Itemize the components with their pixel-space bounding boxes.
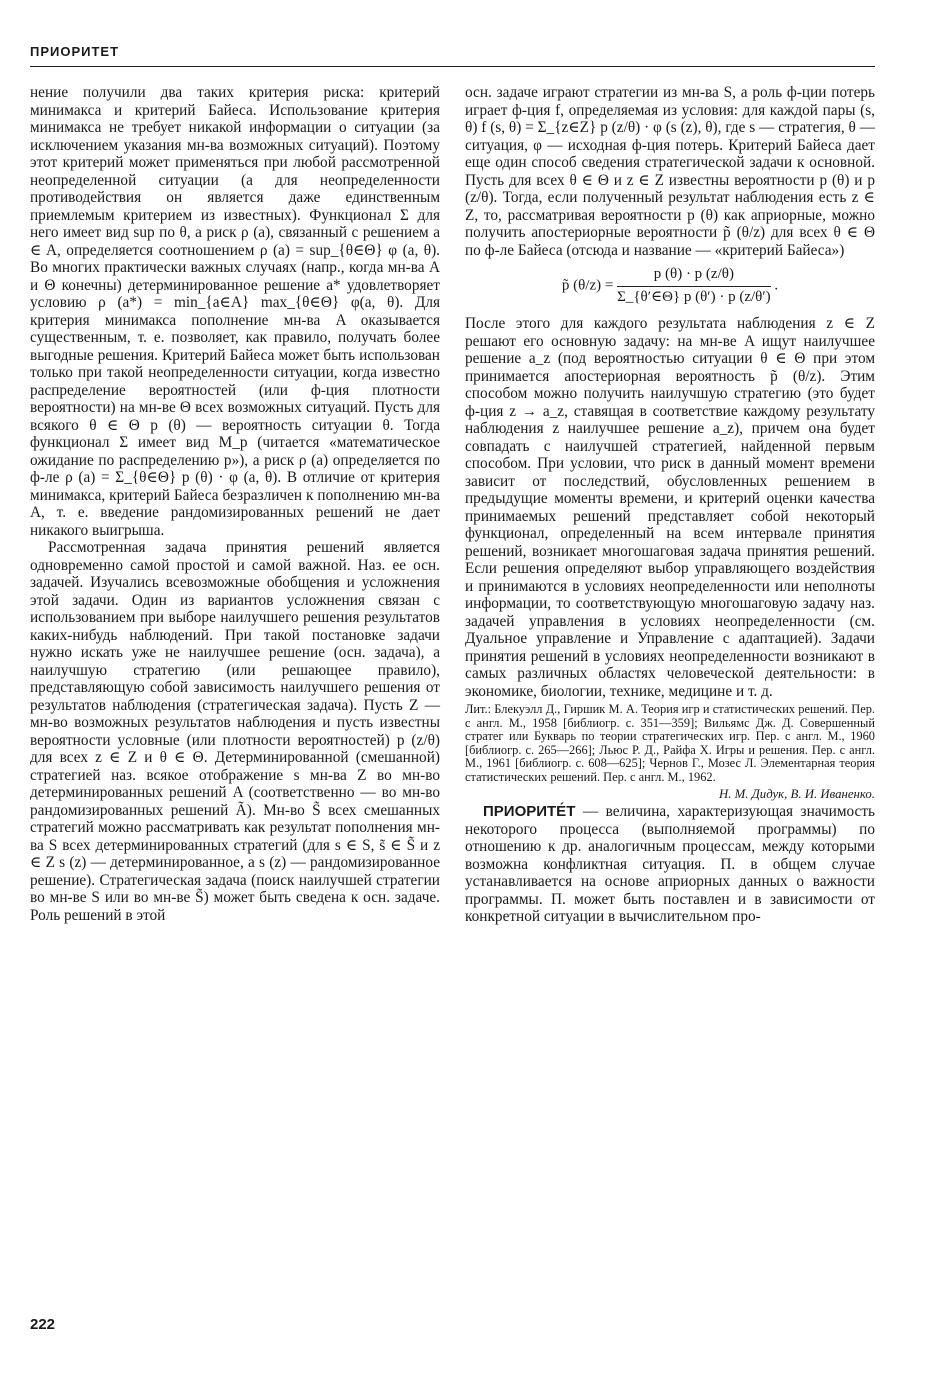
entry-term: ПРИОРИТЕ́Т (483, 803, 576, 821)
entry-text: — величина, характеризующая значимость некоторого процесса (выполняемой программы) по отношению к др. аналогичным процессам, между которыми возможна конфликтная ситуация. П. в общем случае устанавливается на основе априорных данных о важности программы. П. может быть поставлен и в зависимости от конкретной ситуации в вычислительном про- (465, 803, 875, 926)
formula-fraction (617, 266, 771, 306)
entry-paragraph (465, 803, 875, 926)
formula-denominator: Σ_{θ′∈Θ} p (θ′) · p (z/θ′) (617, 288, 771, 305)
page-number: 222 (30, 1316, 56, 1333)
formula-end: . (774, 277, 779, 294)
bayes-formula (465, 266, 875, 306)
page-header (30, 44, 875, 59)
right-column (465, 84, 875, 926)
formula-numerator: p (θ) · p (z/θ) (617, 266, 771, 287)
right-paragraph-2: После этого для каждого результата наблюдения z ∈ Z решают его основную задачу: на мн-ве A ищут наилучшее решение a_z (под вероятностью ситуации θ ∈ Θ при этом принимается апостериорная вероятность p̃ (θ/z). Этим способом можно получить наилучшую стратегию (это будет ф-ция z → a_z, ставящая в соответствие каждому результату наблюдения z наилучшее решение a_z), причем она будет совпадать с наилучшей стратегией, найденной первым способом. При условии, что риск в данный момент времени зависит от последствий, обусловленных решением в предыдущие моменты времени, и критерий оценки качества принимаемых решений представляет собой некоторый функционал, определенный на всем интервале принятия решений, возникает многошаговая задача принятия решений. Если решения определяют выбор управляющего воздействия и принимаются в условиях неопределенности или неполноты информации, то соответствующую многошаговую задачу наз. задачей управления в условиях неопределенности (см. Дуальное управление и Управление с адаптацией). Задачи принятия решений в условиях неопределенности возникают в самых различных областях человеческой деятельности: в экономике, биологии, технике, медицине и т. д. (465, 315, 875, 700)
formula-lhs: p̃ (θ/z) = (561, 277, 614, 294)
running-head: ПРИОРИТЕТ (30, 44, 120, 59)
left-column (30, 84, 440, 924)
right-paragraph-1: осн. задаче играют стратегии из мн-ва S, а роль ф-ции потерь играет ф-ция f, определяемая из условия: для каждой пары (s, θ) f (s, θ) = Σ_{z∈Z} p (z/θ) · φ (s (z), θ), где s — стратегия, θ — ситуация, φ — исходная ф-ция потерь. Критерий Байеса дает еще один способ сведения стратегической задачи к основной. Пусть для всех θ ∈ Θ и z ∈ Z известны вероятности p (θ) и p (z/θ). Тогда, если полученный результат наблюдения есть z ∈ Z, то, рассматривая вероятности p (θ) как априорные, можно получить апостериорные вероятности p̃ (θ/z) для всех θ ∈ Θ по ф-ле Байеса (отсюда и название — «критерий Байеса») (465, 84, 875, 259)
references: Лит.: Блекуэлл Д., Гиршик М. А. Теория игр и статистических решений. Пер. с англ. М., 1958 [библиогр. с. 351—359]; Вильямс Дж. Д. Совершенный стратег или Букварь по теории стратегических игр. Пер. с англ. М., 1960 [библиогр. с. 265—266]; Льюс Р. Д., Райфа Х. Игры и решения. Пер. с англ. М., 1961 [библиогр. с. 608—625]; Чернов Г., Мозес Л. Элементарная теория статистических решений. Пер. с англ. М., 1962. (465, 702, 875, 784)
left-paragraph-1: нение получили два таких критерия риска: критерий минимакса и критерий Байеса. Использование критерия минимакса не требует никакой информации о ситуации (за исключением указания мн-ва возможных ситуаций). Поэтому этот критерий может применяться при любой рассмотренной неопределенной ситуации (а для неопределенности противодействия он является даже единственным приемлемым критерием из известных). Функционал Σ для него имеет вид sup по θ, а риск ρ (a), связанный с решением a ∈ A, определяется соотношением ρ (a) = sup_{θ∈Θ} φ (a, θ). Во многих практически важных случаях (напр., когда мн-ва A и Θ конечны) детерминированное решение a* удовлетворяет условию ρ (a*) = min_{a∈A} max_{θ∈Θ} φ(a, θ). Для критерия минимакса пополнение мн-ва A оказывается существенным, т. е. позволяет, как правило, получать более выгодные решения. Критерий Байеса может быть использован только при такой неопределенности ситуации, когда известно распределение вероятностей (или ф-ция плотности вероятности) на мн-ве Θ всех возможных ситуаций. Пусть для всякого θ ∈ Θ p (θ) — вероятность ситуации θ. Тогда функционал Σ имеет вид M_p (читается «математическое ожидание по распределению p»), а риск ρ (a) определяется по ф-ле ρ (a) = Σ_{θ∈Θ} p (θ) · φ (a, θ). В отличие от критерия минимакса, критерий Байеса безразличен к пополнению мн-ва A, т. е. введение рандомизированных решений не дает никакого выигрыша. (30, 84, 440, 539)
left-paragraph-2: Рассмотренная задача принятия решений является одновременно самой простой и самой важной. Наз. ее осн. задачей. Изучались всевозможные обобщения и усложнения этой задачи. Один из вариантов усложнения связан с использованием при выборе наилучшего решения результатов каких-нибудь наблюдений. При такой постановке задачи нужно искать уже не наилучшее решение (осн. задача), а наилучшую стратегию (или решающее правило), представляющую собой зависимость наилучшего решения от результатов наблюдения (стратегическая задача). Пусть Z — мн-во возможных результатов наблюдения и пусть известны вероятности условные (или плотности вероятностей) p (z/θ) для всех z ∈ Z и θ ∈ Θ. Детерминированной (смешанной) стратегией наз. всякое отображение s мн-ва Z во мн-во детерминированных решений A (соответственно — во мн-во рандомизированных решений Ã). Мн-во S̃ всех смешанных стратегий можно рассматривать как результат пополнения мн-ва S всех детерминированных стратегий (для s ∈ S, s̃ ∈ S̃ и z ∈ Z s (z) — детерминированное, а s (z) — рандомизированное решение). Стратегическая задача (поиск наилучшей стратегии во мн-ве S или во мн-ве S̃) может быть сведена к осн. задаче. Роль решений в этой (30, 539, 440, 924)
header-rule (30, 66, 875, 67)
article-authors: Н. М. Дидук, В. И. Иваненко. (718, 786, 875, 801)
